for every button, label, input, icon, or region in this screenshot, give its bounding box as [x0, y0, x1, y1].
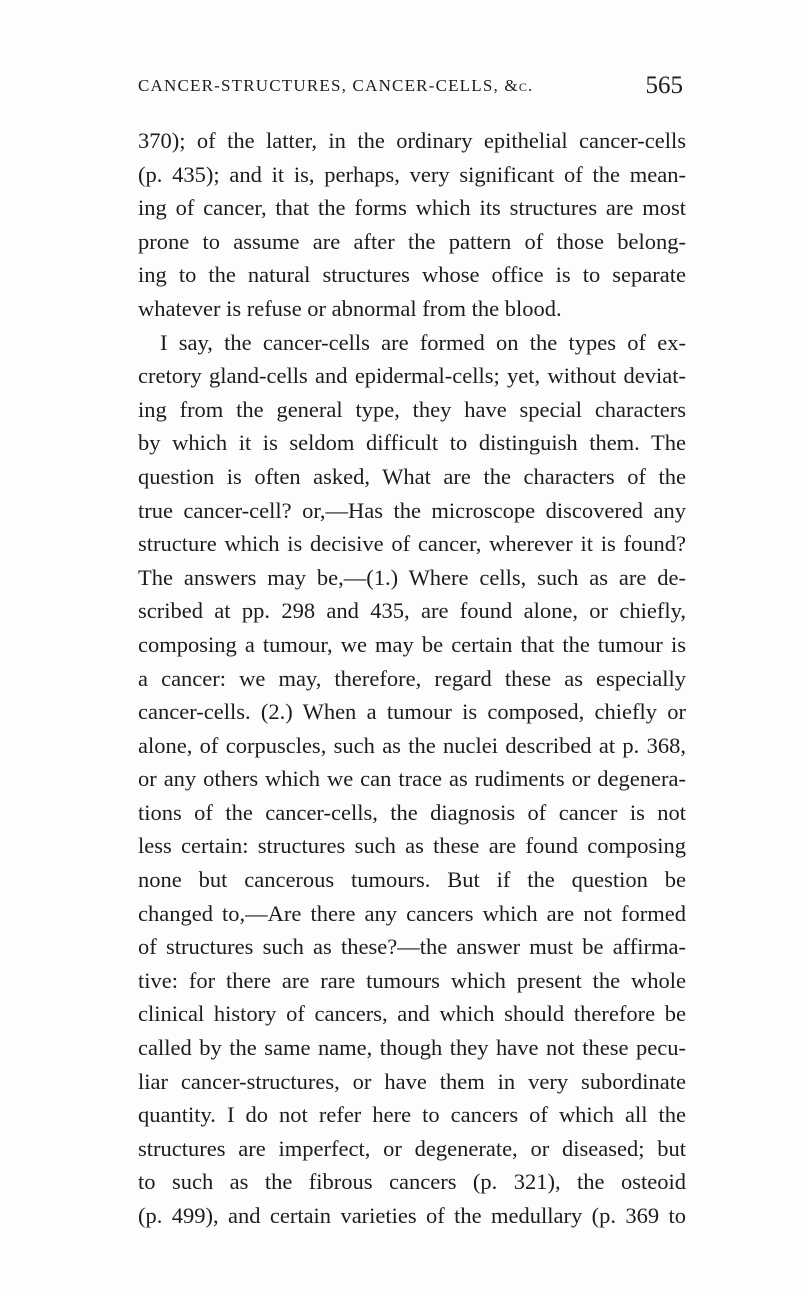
text-line: a cancer: we may, therefore, regard these as especially [138, 665, 686, 691]
text-line: ing from the general type, they have special characters [138, 396, 686, 422]
text-line: ing to the natural structures whose office is to separate [138, 262, 686, 288]
text-line: less certain: structures such as these are found composing [138, 833, 686, 859]
text-line: ing of cancer, that the forms which its structures are most [138, 195, 686, 221]
running-head [138, 72, 683, 104]
text-line: of structures such as these?—the answer must be affirma- [138, 934, 686, 960]
body-text [138, 124, 686, 1233]
text-line: cretory gland-cells and epidermal-cells; yet, without deviat- [138, 363, 686, 389]
text-line: called by the same name, though they have not these pecu- [138, 1035, 686, 1061]
text-line: composing a tumour, we may be certain that the tumour is [138, 631, 686, 657]
text-line: clinical history of cancers, and which should therefore be [138, 1001, 686, 1027]
text-line: (p. 499), and certain varieties of the medullary (p. 369 to [138, 1203, 686, 1228]
text-line: tive: for there are rare tumours which present the whole [138, 967, 686, 993]
page-number: 565 [645, 72, 683, 99]
text-line: by which it is seldom difficult to distinguish them. The [138, 430, 686, 456]
text-line: structures are imperfect, or degenerate, or diseased; but [138, 1135, 686, 1161]
text-line: 370); of the latter, in the ordinary epithelial cancer-cells [138, 128, 686, 153]
text-line: structure which is decisive of cancer, wherever it is found? [138, 531, 686, 557]
running-title: CANCER-STRUCTURES, CANCER-CELLS, &c. [138, 76, 534, 95]
text-line: cancer-cells. (2.) When a tumour is composed, chiefly or [138, 699, 686, 725]
text-line: liar cancer-structures, or have them in very subordinate [138, 1068, 686, 1094]
text-line: changed to,—Are there any cancers which are not formed [138, 900, 686, 926]
text-line: whatever is refuse or abnormal from the blood. [138, 295, 562, 321]
text-line: I say, the cancer-cells are formed on the types of ex- [160, 329, 686, 355]
text-line: (p. 435); and it is, perhaps, very significant of the mean- [138, 161, 686, 187]
text-line: The answers may be,—(1.) Where cells, such as are de- [138, 564, 686, 590]
text-line: alone, of corpuscles, such as the nuclei described at p. 368, [138, 732, 686, 758]
text-line: none but cancerous tumours. But if the question be [138, 867, 686, 893]
text-line: prone to assume are after the pattern of those belong- [138, 228, 686, 254]
text-line: scribed at pp. 298 and 435, are found alone, or chiefly, [138, 598, 686, 624]
text-line: true cancer-cell? or,—Has the microscope discovered any [138, 497, 686, 523]
text-line: question is often asked, What are the characters of the [138, 463, 686, 489]
text-line: or any others which we can trace as rudiments or degenera- [138, 766, 686, 792]
text-line: to such as the fibrous cancers (p. 321), the osteoid [138, 1169, 686, 1195]
text-line: quantity. I do not refer here to cancers of which all the [138, 1102, 686, 1128]
text-line: tions of the cancer-cells, the diagnosis of cancer is not [138, 799, 686, 825]
